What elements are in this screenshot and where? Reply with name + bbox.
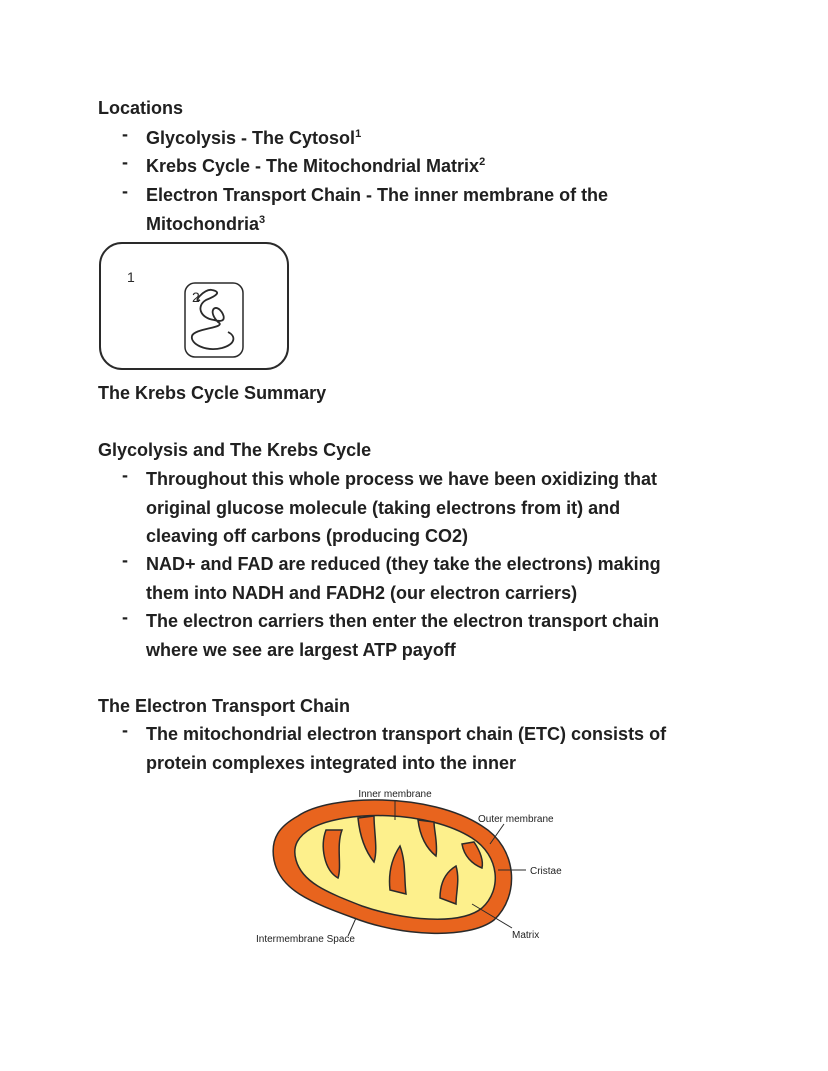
label-matrix: Matrix xyxy=(512,930,540,941)
bullet-dash: - xyxy=(122,550,128,570)
cell-outline xyxy=(100,243,288,369)
footnote-marker: 2 xyxy=(479,156,486,168)
label-inner-membrane: Inner membrane xyxy=(358,789,432,800)
cell-label-1: 1 xyxy=(127,269,135,285)
bullet-dash: - xyxy=(122,181,128,201)
list-item xyxy=(122,720,722,777)
bullet-dash: - xyxy=(122,720,128,740)
bullet-text: original glucose molecule (taking electrons from it) and xyxy=(146,497,621,518)
label-cristae: Cristae xyxy=(530,866,562,877)
footnote-marker: 3 xyxy=(259,213,266,226)
bullet-text: NAD+ and FAD are reduced (they take the electrons) making xyxy=(146,554,661,574)
bullet-text: The mitochondrial electron transport chain (ETC) consists of xyxy=(146,724,667,744)
list-item xyxy=(122,124,722,153)
locations-heading: Locations xyxy=(98,98,184,118)
footnote-marker: 1 xyxy=(355,128,362,140)
bullet-dash: - xyxy=(122,465,128,485)
glycolysis-krebs-heading: Glycolysis and The Krebs Cycle xyxy=(98,440,372,460)
label-intermembrane-space: Intermembrane Space xyxy=(256,934,355,945)
list-item xyxy=(122,607,722,664)
list-item xyxy=(122,181,722,238)
bullet-text: them into NADH and FADH2 (our electron carriers) xyxy=(146,582,578,603)
bullet-dash: - xyxy=(122,124,128,144)
bullet-text: where we see are largest ATP payoff xyxy=(146,639,456,660)
etc-heading: The Electron Transport Chain xyxy=(98,696,351,716)
squiggle-scribble xyxy=(192,290,234,349)
list-item xyxy=(122,152,722,181)
list-item xyxy=(122,550,722,607)
bullet-text: Glycolysis - The Cytosol xyxy=(146,128,356,148)
bullet-text: Throughout this whole process we have been oxidizing that xyxy=(146,469,658,489)
bullet-text: Mitochondria xyxy=(146,213,259,234)
bullet-dash: - xyxy=(122,152,128,172)
cell-sketch xyxy=(96,240,292,372)
bullet-dash: - xyxy=(122,607,128,627)
cell-label-2: 2 xyxy=(192,289,200,305)
mitochondrion-diagram xyxy=(250,786,580,950)
bullet-text: Krebs Cycle - The Mitochondrial Matrix xyxy=(146,156,480,176)
krebs-summary-heading: The Krebs Cycle Summary xyxy=(98,383,327,403)
bullet-text: Electron Transport Chain - The inner membrane of the xyxy=(146,185,609,205)
bullet-text: cleaving off carbons (producing CO2) xyxy=(146,526,469,546)
list-item xyxy=(122,465,722,551)
label-outer-membrane: Outer membrane xyxy=(478,814,554,825)
bullet-text: protein complexes integrated into the inner xyxy=(146,752,517,773)
bullet-text: The electron carriers then enter the electron transport chain xyxy=(146,611,660,631)
